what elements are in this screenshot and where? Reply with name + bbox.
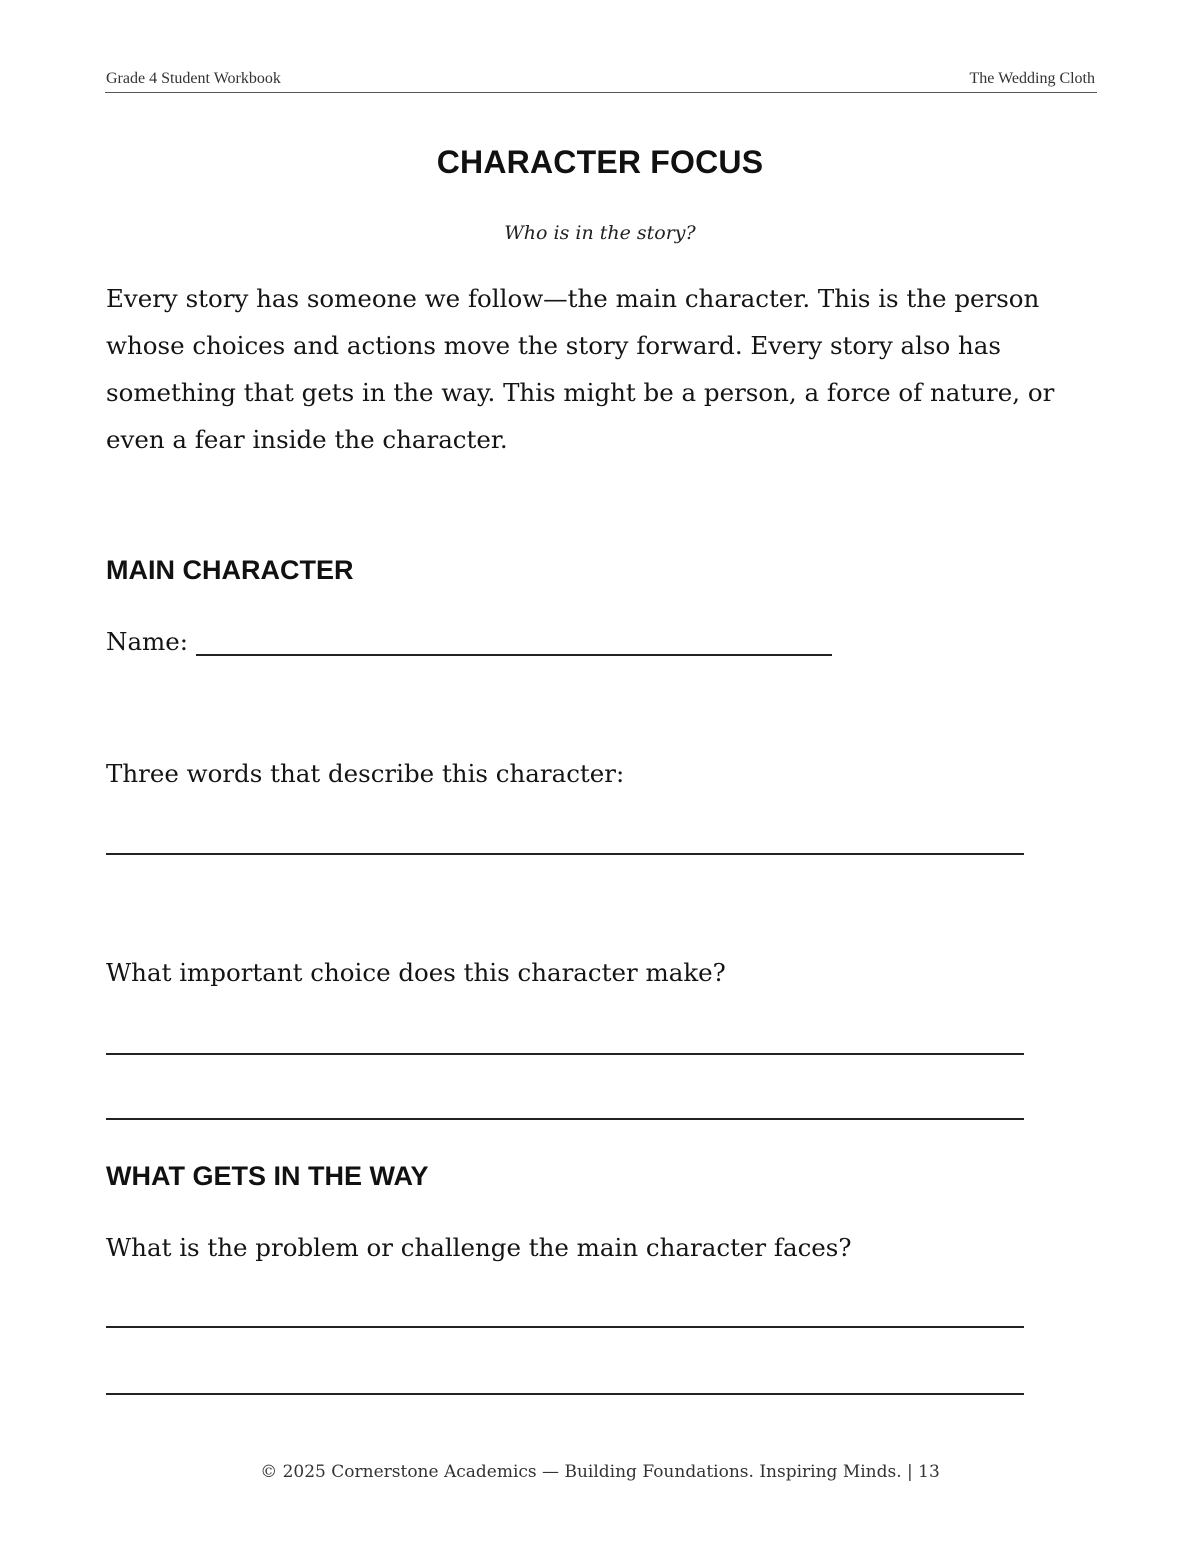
describe-answer-line[interactable] [106,853,1024,855]
name-answer-line[interactable] [196,626,832,656]
problem-answer-line-2[interactable] [106,1393,1024,1395]
header-workbook-title: Grade 4 Student Workbook [106,70,281,87]
name-row [106,626,832,656]
main-character-heading: MAIN CHARACTER [106,555,354,585]
intro-paragraph: Every story has someone we follow—the main character. This is the person whose choices and actions move the story forward. Every story also has something that gets in the way. This might be a person, a force of nature, or even a fear inside the character. [106,284,1055,454]
page-title: CHARACTER FOCUS [436,144,764,180]
describe-prompt: Three words that describe this character: [106,759,625,788]
obstacle-heading: WHAT GETS IN THE WAY [106,1161,429,1191]
problem-answer-line-1[interactable] [106,1326,1024,1328]
page-subtitle: Who is in the story? [504,222,696,244]
page-footer: © 2025 Cornerstone Academics — Building Foundations. Inspiring Minds. | 13 [260,1462,940,1482]
choice-answer-line-2[interactable] [106,1118,1024,1120]
name-label: Name: [106,627,189,656]
choice-answer-line-1[interactable] [106,1053,1024,1055]
header-story-title: The Wedding Cloth [969,70,1095,87]
page-header [105,68,1097,93]
choice-prompt: What important choice does this character make? [106,958,726,987]
problem-prompt: What is the problem or challenge the main character faces? [106,1233,852,1262]
